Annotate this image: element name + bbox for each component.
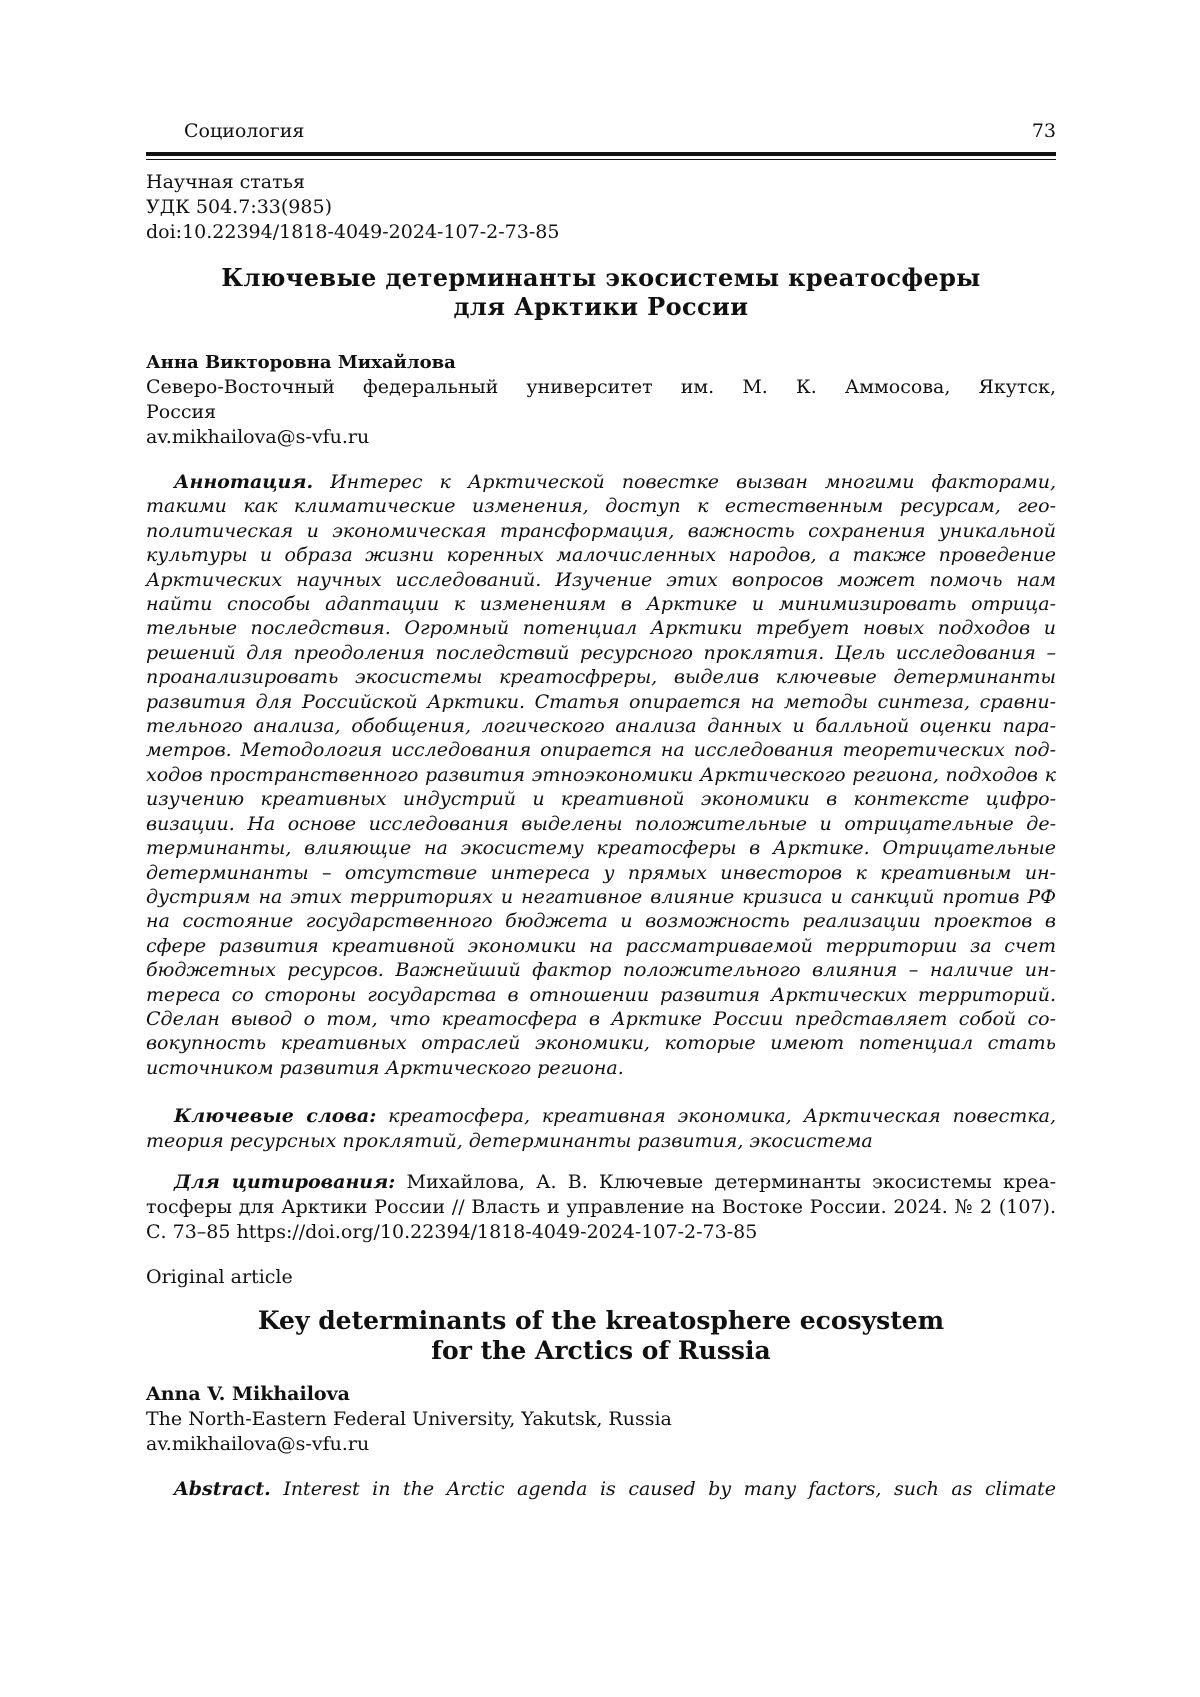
affiliation-ru-line-1: Северо-Восточный федеральный университет им. М. К. Аммосова, Якутск, <box>146 375 1056 400</box>
abstract-en-label: Abstract. <box>174 1478 271 1500</box>
citation-ru-text: Михайлова, А. В. Ключевые детерминанты экосистемы креа­тосферы для Арктики России // Власть и управление на Востоке России. 2024. № 2 (107). С. 73–85 <box>146 1171 1056 1243</box>
article-type: Научная статья <box>146 170 1056 195</box>
affiliation-ru-line-2: Россия <box>146 400 1056 425</box>
udc-code: УДК 504.7:33(985) <box>146 195 1056 220</box>
title-ru-line-2: для Арктики России <box>146 292 1056 321</box>
affiliation-en: The North-Eastern Federal University, Yakutsk, Russia <box>146 1407 1056 1432</box>
original-article-label: Original article <box>146 1265 1056 1290</box>
abstract-en <box>146 1477 1056 1502</box>
doi: doi:10.22394/1818-4049-2024-107-2-73-85 <box>146 220 1056 245</box>
abstract-ru-label: Аннотация. <box>174 471 313 493</box>
title-ru-line-1: Ключевые детерминанты экосистемы креатосферы <box>146 263 1056 292</box>
citation-ru-label: Для цитирования: <box>174 1171 395 1193</box>
author-email-ru-link[interactable]: av.mikhailova@s-vfu.ru <box>146 426 369 448</box>
journal-page <box>0 0 1200 1697</box>
abstract-ru-text: Интерес к Арктической повестке вызван многими факторами, такими как климатические изменения, доступ к естественным ресурсам, гео­политическая и экономическая трансформация, важность сохранения уникальной культуры и образа жизни коренных малочисленных народов, а также проведение Арктических научных исследований. Изучение этих вопросов может помочь нам найти способы адаптации к изменениям в Арктике и минимизировать отрица­тельные последствия. Огромный потенциал Арктики требует новых подходов и решений для преодоления последствий ресурсного проклятия. Цель исследования – проанализировать экосистемы креатосфреры, выделив ключевые детерминанты развития для Российской Арктики. Статья опирается на методы синтеза, сравни­тельного анализа, обобщения, логического анализа данных и балльной оценки пара­метров. Методология исследования опирается на исследования теоретических под­ходов пространственного развития этноэкономики Арктического региона, подходов к изучению креативных индустрий и креативной экономики в контексте цифро­визации. На основе исследования выделены положительные и отрицательные де­терминанты, влияющие на экосистему креатосферы в Арктике. Отрицательные детерминанты – отсутствие интереса у прямых инвесторов к креативным ин­дустриям на этих территориях и негативное влияние кризиса и санкций против РФ на состояние государственного бюджета и возможность реализации проектов в сфере развития креативной экономики на рассматриваемой территории за счет бюджетных ресурсов. Важнейший фактор положительного влияния – наличие ин­тереса со стороны государства в отношении развития Арктических территорий. Сделан вывод о том, что креатосфера в Арктике России представляет собой со­вокупность креативных отраслей экономики, которые имеют потенциал стать источником развития Арктического региона. <box>146 471 1056 1079</box>
keywords-ru-label: Ключевые слова: <box>174 1105 376 1127</box>
header-rule-thin <box>146 159 1056 160</box>
abstract-en-text: Interest in the Arctic agenda is caused by many factors, such as climate <box>283 1478 1056 1500</box>
running-head <box>146 120 1056 142</box>
author-name-ru: Анна Викторовна Михайлова <box>146 351 1056 375</box>
keywords-ru <box>146 1104 1056 1154</box>
author-email-en-link[interactable]: av.mikhailova@s-vfu.ru <box>146 1433 369 1455</box>
article-body <box>146 170 1056 1502</box>
keywords-ru-text: креатосфера, креативная экономика, Арктическая повестка, теория ресурсных проклятий, детерминанты развития, экосистема <box>146 1105 1056 1152</box>
section-title: Социология <box>146 120 304 142</box>
article-title-ru <box>146 263 1056 321</box>
citation-ru <box>146 1170 1056 1245</box>
article-title-en <box>146 1306 1056 1366</box>
title-en-line-2: for the Arctics of Russia <box>146 1336 1056 1366</box>
title-en-line-1: Key determinants of the kreatosphere ecosystem <box>146 1306 1056 1336</box>
citation-doi-link[interactable]: https://doi.org/10.22394/1818-4049-2024-107-2-73-85 <box>237 1221 758 1243</box>
abstract-ru <box>146 470 1056 1080</box>
page-number: 73 <box>1032 120 1056 142</box>
author-name-en: Anna V. Mikhailova <box>146 1382 1056 1407</box>
header-rule-thick <box>146 152 1056 156</box>
